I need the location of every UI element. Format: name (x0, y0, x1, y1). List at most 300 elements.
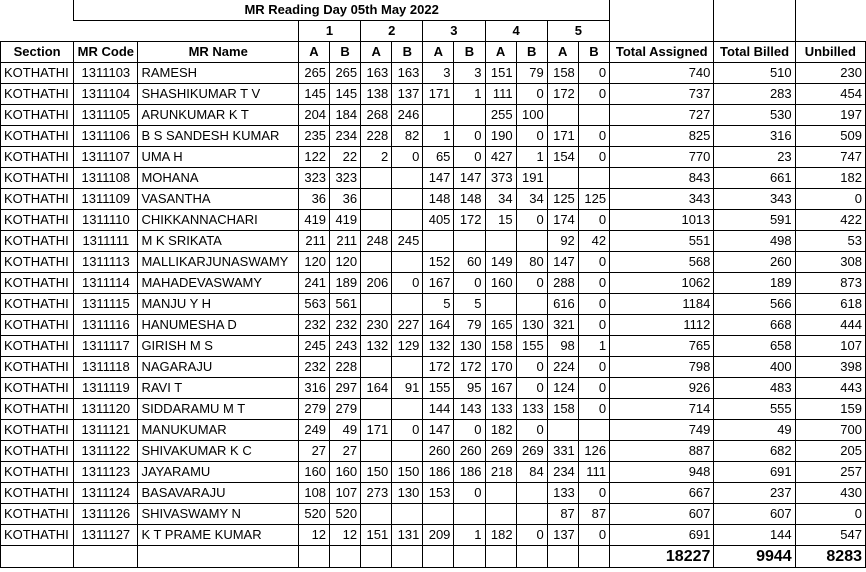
reading-3-a-cell: 155 (423, 378, 454, 399)
reading-4-a-cell: 160 (485, 273, 516, 294)
unbilled-header: Unbilled (795, 42, 865, 63)
group-header-2: 2 (361, 21, 423, 42)
reading-4-b-cell: 0 (516, 378, 547, 399)
mr-name-cell: GIRISH M S (138, 336, 299, 357)
reading-3-a-cell: 3 (423, 63, 454, 84)
reading-2-a-cell: 2 (361, 147, 392, 168)
reading-5-b-cell: 0 (578, 399, 609, 420)
table-row (1, 105, 866, 126)
reading-4-a-cell: 255 (485, 105, 516, 126)
reading-1-a-cell: 204 (298, 105, 329, 126)
total-assigned-cell: 1062 (610, 273, 714, 294)
reading-1-b-cell: 419 (330, 210, 361, 231)
table-row (1, 315, 866, 336)
total-billed-cell: 189 (714, 273, 795, 294)
reading-4-a-cell: 373 (485, 168, 516, 189)
reading-4-a-cell (485, 294, 516, 315)
unbilled-cell: 422 (795, 210, 865, 231)
reading-5-a-cell: 331 (547, 441, 578, 462)
mr-name-cell: SHASHIKUMAR T V (138, 84, 299, 105)
reading-3-b-cell: 172 (454, 357, 485, 378)
mr-code-cell: 1311119 (74, 378, 138, 399)
group-header-3: 3 (423, 21, 485, 42)
section-cell: KOTHATHI (1, 63, 74, 84)
reading-1-a-cell: 249 (298, 420, 329, 441)
reading-3-b-cell: 0 (454, 273, 485, 294)
group-header-4: 4 (485, 21, 547, 42)
section-cell: KOTHATHI (1, 252, 74, 273)
sub-header-a: A (547, 42, 578, 63)
total-billed-cell: 283 (714, 84, 795, 105)
section-cell: KOTHATHI (1, 105, 74, 126)
reading-5-b-cell: 0 (578, 483, 609, 504)
mr-code-cell: 1311123 (74, 462, 138, 483)
table-row (1, 126, 866, 147)
total-billed-cell: 260 (714, 252, 795, 273)
reading-1-a-cell: 36 (298, 189, 329, 210)
total-assigned-cell: 551 (610, 231, 714, 252)
total-billed-cell: 23 (714, 147, 795, 168)
unbilled-cell: 230 (795, 63, 865, 84)
unbilled-cell: 308 (795, 252, 865, 273)
mr-code-cell: 1311111 (74, 231, 138, 252)
total-assigned-cell: 737 (610, 84, 714, 105)
reading-2-a-cell (361, 252, 392, 273)
reading-3-b-cell (454, 105, 485, 126)
reading-4-a-cell: 167 (485, 378, 516, 399)
reading-3-a-cell: 186 (423, 462, 454, 483)
table-row (1, 483, 866, 504)
section-cell: KOTHATHI (1, 483, 74, 504)
reading-4-a-cell (485, 483, 516, 504)
mr-name-cell: MANJU Y H (138, 294, 299, 315)
reading-2-a-cell: 248 (361, 231, 392, 252)
total-assigned-cell: 843 (610, 168, 714, 189)
reading-4-a-cell: 149 (485, 252, 516, 273)
mr-code-cell: 1311109 (74, 189, 138, 210)
reading-1-b-cell: 243 (330, 336, 361, 357)
table-body (1, 63, 866, 546)
reading-5-a-cell: 171 (547, 126, 578, 147)
total-assigned-cell: 740 (610, 63, 714, 84)
unbilled-cell: 509 (795, 126, 865, 147)
reading-3-a-cell (423, 105, 454, 126)
section-cell: KOTHATHI (1, 210, 74, 231)
reading-2-b-cell (392, 504, 423, 525)
reading-5-b-cell: 126 (578, 441, 609, 462)
reading-3-b-cell: 0 (454, 483, 485, 504)
table-row (1, 357, 866, 378)
reading-5-b-cell: 0 (578, 63, 609, 84)
mr-code-cell: 1311108 (74, 168, 138, 189)
table-row (1, 189, 866, 210)
reading-2-b-cell (392, 252, 423, 273)
reading-1-b-cell: 49 (330, 420, 361, 441)
reading-1-a-cell: 12 (298, 525, 329, 546)
reading-4-a-cell: 170 (485, 357, 516, 378)
unbilled-cell: 398 (795, 357, 865, 378)
reading-4-a-cell: 151 (485, 63, 516, 84)
reading-5-b-cell: 1 (578, 336, 609, 357)
reading-2-b-cell: 82 (392, 126, 423, 147)
reading-2-a-cell (361, 210, 392, 231)
title-row (1, 0, 866, 21)
reading-4-b-cell (516, 504, 547, 525)
reading-1-b-cell: 36 (330, 189, 361, 210)
table-row (1, 378, 866, 399)
mr-name-cell: ARUNKUMAR K T (138, 105, 299, 126)
reading-1-b-cell: 232 (330, 315, 361, 336)
reading-3-b-cell: 3 (454, 63, 485, 84)
reading-3-a-cell: 405 (423, 210, 454, 231)
reading-5-a-cell: 158 (547, 63, 578, 84)
reading-4-b-cell: 34 (516, 189, 547, 210)
reading-2-b-cell: 137 (392, 84, 423, 105)
total-assigned-cell: 926 (610, 378, 714, 399)
reading-5-b-cell: 0 (578, 378, 609, 399)
reading-3-a-cell (423, 504, 454, 525)
reading-2-a-cell: 132 (361, 336, 392, 357)
table-row (1, 147, 866, 168)
total-billed-cell: 498 (714, 231, 795, 252)
reading-5-a-cell: 321 (547, 315, 578, 336)
reading-1-b-cell: 279 (330, 399, 361, 420)
total-billed-cell: 343 (714, 189, 795, 210)
reading-4-b-cell: 0 (516, 357, 547, 378)
reading-5-b-cell (578, 168, 609, 189)
reading-3-a-cell: 153 (423, 483, 454, 504)
reading-4-a-cell: 182 (485, 525, 516, 546)
total-assigned-cell: 887 (610, 441, 714, 462)
mr-code-cell: 1311127 (74, 525, 138, 546)
reading-4-b-cell: 191 (516, 168, 547, 189)
reading-5-a-cell: 133 (547, 483, 578, 504)
reading-5-b-cell: 87 (578, 504, 609, 525)
mr-code-cell: 1311124 (74, 483, 138, 504)
total-assigned-cell: 607 (610, 504, 714, 525)
reading-1-b-cell: 297 (330, 378, 361, 399)
reading-1-b-cell: 520 (330, 504, 361, 525)
reading-4-b-cell: 0 (516, 273, 547, 294)
reading-5-b-cell: 0 (578, 273, 609, 294)
total-billed-sum: 9944 (714, 546, 795, 568)
mr-name-cell: SIDDARAMU M T (138, 399, 299, 420)
reading-4-b-cell (516, 294, 547, 315)
total-assigned-cell: 568 (610, 252, 714, 273)
mr-name-cell: UMA H (138, 147, 299, 168)
reading-4-b-cell: 130 (516, 315, 547, 336)
group-header-row (1, 21, 866, 42)
reading-3-a-cell: 209 (423, 525, 454, 546)
mr-name-cell: MOHANA (138, 168, 299, 189)
section-cell: KOTHATHI (1, 315, 74, 336)
reading-1-b-cell: 145 (330, 84, 361, 105)
total-billed-cell: 400 (714, 357, 795, 378)
total-assigned-sum: 18227 (610, 546, 714, 568)
mr-code-cell: 1311110 (74, 210, 138, 231)
reading-5-b-cell: 125 (578, 189, 609, 210)
total-billed-cell: 691 (714, 462, 795, 483)
reading-2-a-cell: 206 (361, 273, 392, 294)
mr-name-cell: BASAVARAJU (138, 483, 299, 504)
reading-4-b-cell: 0 (516, 420, 547, 441)
reading-1-b-cell: 265 (330, 63, 361, 84)
reading-3-a-cell: 172 (423, 357, 454, 378)
table-row (1, 84, 866, 105)
reading-4-b-cell: 1 (516, 147, 547, 168)
reading-1-a-cell: 235 (298, 126, 329, 147)
reading-1-a-cell: 232 (298, 357, 329, 378)
mr-name-cell: K T PRAME KUMAR (138, 525, 299, 546)
reading-4-b-cell: 0 (516, 84, 547, 105)
mr-name-cell: SHIVAKUMAR K C (138, 441, 299, 462)
reading-2-b-cell (392, 210, 423, 231)
total-assigned-cell: 714 (610, 399, 714, 420)
reading-2-b-cell: 246 (392, 105, 423, 126)
reading-1-b-cell: 27 (330, 441, 361, 462)
reading-3-a-cell: 147 (423, 420, 454, 441)
reading-5-a-cell (547, 105, 578, 126)
mr-name-cell: HANUMESHA D (138, 315, 299, 336)
reading-5-b-cell (578, 420, 609, 441)
mr-code-cell: 1311122 (74, 441, 138, 462)
total-billed-cell: 237 (714, 483, 795, 504)
reading-1-a-cell: 122 (298, 147, 329, 168)
reading-4-a-cell: 165 (485, 315, 516, 336)
reading-1-a-cell: 520 (298, 504, 329, 525)
total-billed-cell: 483 (714, 378, 795, 399)
mr-name-cell: JAYARAMU (138, 462, 299, 483)
mr-name-cell: CHIKKANNACHARI (138, 210, 299, 231)
total-assigned-cell: 1184 (610, 294, 714, 315)
reading-5-a-cell: 158 (547, 399, 578, 420)
column-header-row (1, 42, 866, 63)
reading-5-a-cell: 234 (547, 462, 578, 483)
group-header-1: 1 (298, 21, 360, 42)
mr-code-cell: 1311121 (74, 420, 138, 441)
reading-3-a-cell: 167 (423, 273, 454, 294)
reading-5-a-cell: 125 (547, 189, 578, 210)
reading-2-b-cell: 227 (392, 315, 423, 336)
reading-4-a-cell: 111 (485, 84, 516, 105)
reading-2-a-cell: 171 (361, 420, 392, 441)
reading-1-b-cell: 22 (330, 147, 361, 168)
reading-5-b-cell: 0 (578, 210, 609, 231)
reading-3-b-cell: 95 (454, 378, 485, 399)
unbilled-cell: 0 (795, 189, 865, 210)
section-cell: KOTHATHI (1, 525, 74, 546)
reading-3-a-cell: 132 (423, 336, 454, 357)
mr-name-cell: MANUKUMAR (138, 420, 299, 441)
reading-2-b-cell: 91 (392, 378, 423, 399)
table-row (1, 63, 866, 84)
mr-name-cell: RAMESH (138, 63, 299, 84)
sub-header-a: A (423, 42, 454, 63)
reading-1-b-cell: 211 (330, 231, 361, 252)
reading-3-b-cell: 186 (454, 462, 485, 483)
mr-name-cell: RAVI T (138, 378, 299, 399)
unbilled-sum: 8283 (795, 546, 865, 568)
reading-4-b-cell: 155 (516, 336, 547, 357)
reading-4-b-cell: 84 (516, 462, 547, 483)
unbilled-cell: 454 (795, 84, 865, 105)
reading-1-a-cell: 160 (298, 462, 329, 483)
reading-5-a-cell: 172 (547, 84, 578, 105)
reading-1-b-cell: 107 (330, 483, 361, 504)
reading-5-a-cell (547, 420, 578, 441)
reading-2-a-cell (361, 399, 392, 420)
reading-2-a-cell: 138 (361, 84, 392, 105)
total-billed-cell: 510 (714, 63, 795, 84)
table-row (1, 525, 866, 546)
table-row (1, 399, 866, 420)
reading-3-b-cell: 60 (454, 252, 485, 273)
reading-2-a-cell: 163 (361, 63, 392, 84)
reading-4-b-cell: 133 (516, 399, 547, 420)
table-row (1, 441, 866, 462)
reading-3-a-cell: 164 (423, 315, 454, 336)
total-assigned-cell: 667 (610, 483, 714, 504)
total-assigned-cell: 691 (610, 525, 714, 546)
reading-4-a-cell: 34 (485, 189, 516, 210)
reading-3-b-cell: 172 (454, 210, 485, 231)
mr-code-cell: 1311117 (74, 336, 138, 357)
unbilled-cell: 159 (795, 399, 865, 420)
reading-1-a-cell: 245 (298, 336, 329, 357)
total-assigned-cell: 727 (610, 105, 714, 126)
reading-5-a-cell: 98 (547, 336, 578, 357)
total-assigned-cell: 825 (610, 126, 714, 147)
section-cell: KOTHATHI (1, 462, 74, 483)
reading-5-b-cell: 0 (578, 315, 609, 336)
reading-4-b-cell: 0 (516, 126, 547, 147)
reading-2-a-cell: 268 (361, 105, 392, 126)
reading-5-b-cell: 42 (578, 231, 609, 252)
reading-2-a-cell: 228 (361, 126, 392, 147)
reading-2-b-cell (392, 357, 423, 378)
reading-2-a-cell: 230 (361, 315, 392, 336)
reading-1-a-cell: 316 (298, 378, 329, 399)
sub-header-b: B (578, 42, 609, 63)
unbilled-cell: 0 (795, 504, 865, 525)
total-assigned-cell: 1112 (610, 315, 714, 336)
reading-2-b-cell: 130 (392, 483, 423, 504)
reading-2-a-cell (361, 168, 392, 189)
reading-1-a-cell: 323 (298, 168, 329, 189)
reading-5-a-cell: 288 (547, 273, 578, 294)
reading-2-b-cell (392, 168, 423, 189)
total-billed-cell: 316 (714, 126, 795, 147)
section-cell: KOTHATHI (1, 420, 74, 441)
total-assigned-cell: 948 (610, 462, 714, 483)
reading-5-a-cell: 154 (547, 147, 578, 168)
reading-5-a-cell: 137 (547, 525, 578, 546)
reading-5-a-cell: 224 (547, 357, 578, 378)
reading-5-b-cell: 0 (578, 294, 609, 315)
table-row (1, 420, 866, 441)
mr-code-cell: 1311105 (74, 105, 138, 126)
mr-name-cell: MAHADEVASWAMY (138, 273, 299, 294)
total-billed-cell: 607 (714, 504, 795, 525)
unbilled-cell: 873 (795, 273, 865, 294)
reading-3-b-cell: 143 (454, 399, 485, 420)
reading-4-b-cell (516, 231, 547, 252)
total-assigned-cell: 770 (610, 147, 714, 168)
reading-3-b-cell: 0 (454, 126, 485, 147)
table-row (1, 168, 866, 189)
unbilled-cell: 618 (795, 294, 865, 315)
reading-5-b-cell: 0 (578, 84, 609, 105)
reading-5-a-cell: 147 (547, 252, 578, 273)
reading-4-b-cell: 0 (516, 210, 547, 231)
reading-4-a-cell: 182 (485, 420, 516, 441)
unbilled-cell: 53 (795, 231, 865, 252)
reading-2-b-cell: 129 (392, 336, 423, 357)
reading-4-b-cell: 79 (516, 63, 547, 84)
reading-3-a-cell: 5 (423, 294, 454, 315)
reading-2-b-cell: 0 (392, 273, 423, 294)
reading-5-b-cell: 0 (578, 126, 609, 147)
unbilled-cell: 182 (795, 168, 865, 189)
reading-3-b-cell: 147 (454, 168, 485, 189)
reading-1-a-cell: 108 (298, 483, 329, 504)
section-cell: KOTHATHI (1, 357, 74, 378)
unbilled-cell: 197 (795, 105, 865, 126)
section-cell: KOTHATHI (1, 336, 74, 357)
reading-2-b-cell: 131 (392, 525, 423, 546)
reading-1-b-cell: 323 (330, 168, 361, 189)
reading-2-b-cell: 0 (392, 147, 423, 168)
total-billed-cell: 555 (714, 399, 795, 420)
reading-5-b-cell: 111 (578, 462, 609, 483)
reading-3-b-cell: 260 (454, 441, 485, 462)
section-cell: KOTHATHI (1, 84, 74, 105)
reading-4-a-cell: 15 (485, 210, 516, 231)
reading-3-b-cell: 79 (454, 315, 485, 336)
table-row (1, 504, 866, 525)
total-assigned-cell: 765 (610, 336, 714, 357)
reading-2-a-cell (361, 294, 392, 315)
mr-code-cell: 1311115 (74, 294, 138, 315)
reading-5-a-cell: 616 (547, 294, 578, 315)
reading-4-a-cell: 190 (485, 126, 516, 147)
sub-header-a: A (298, 42, 329, 63)
table-row (1, 294, 866, 315)
mr-code-cell: 1311120 (74, 399, 138, 420)
total-billed-header: Total Billed (714, 42, 795, 63)
mr-name-header: MR Name (138, 42, 299, 63)
reading-1-a-cell: 265 (298, 63, 329, 84)
reading-1-a-cell: 241 (298, 273, 329, 294)
reading-4-a-cell: 427 (485, 147, 516, 168)
mr-code-cell: 1311126 (74, 504, 138, 525)
reading-4-a-cell (485, 504, 516, 525)
reading-5-b-cell: 0 (578, 357, 609, 378)
reading-2-b-cell: 150 (392, 462, 423, 483)
unbilled-cell: 547 (795, 525, 865, 546)
unbilled-cell: 430 (795, 483, 865, 504)
reading-5-a-cell (547, 168, 578, 189)
sub-header-b: B (516, 42, 547, 63)
total-billed-cell: 661 (714, 168, 795, 189)
reading-1-a-cell: 120 (298, 252, 329, 273)
mr-code-cell: 1311116 (74, 315, 138, 336)
reading-1-a-cell: 27 (298, 441, 329, 462)
table-row (1, 231, 866, 252)
reading-1-a-cell: 419 (298, 210, 329, 231)
reading-2-a-cell: 164 (361, 378, 392, 399)
reading-3-b-cell (454, 231, 485, 252)
